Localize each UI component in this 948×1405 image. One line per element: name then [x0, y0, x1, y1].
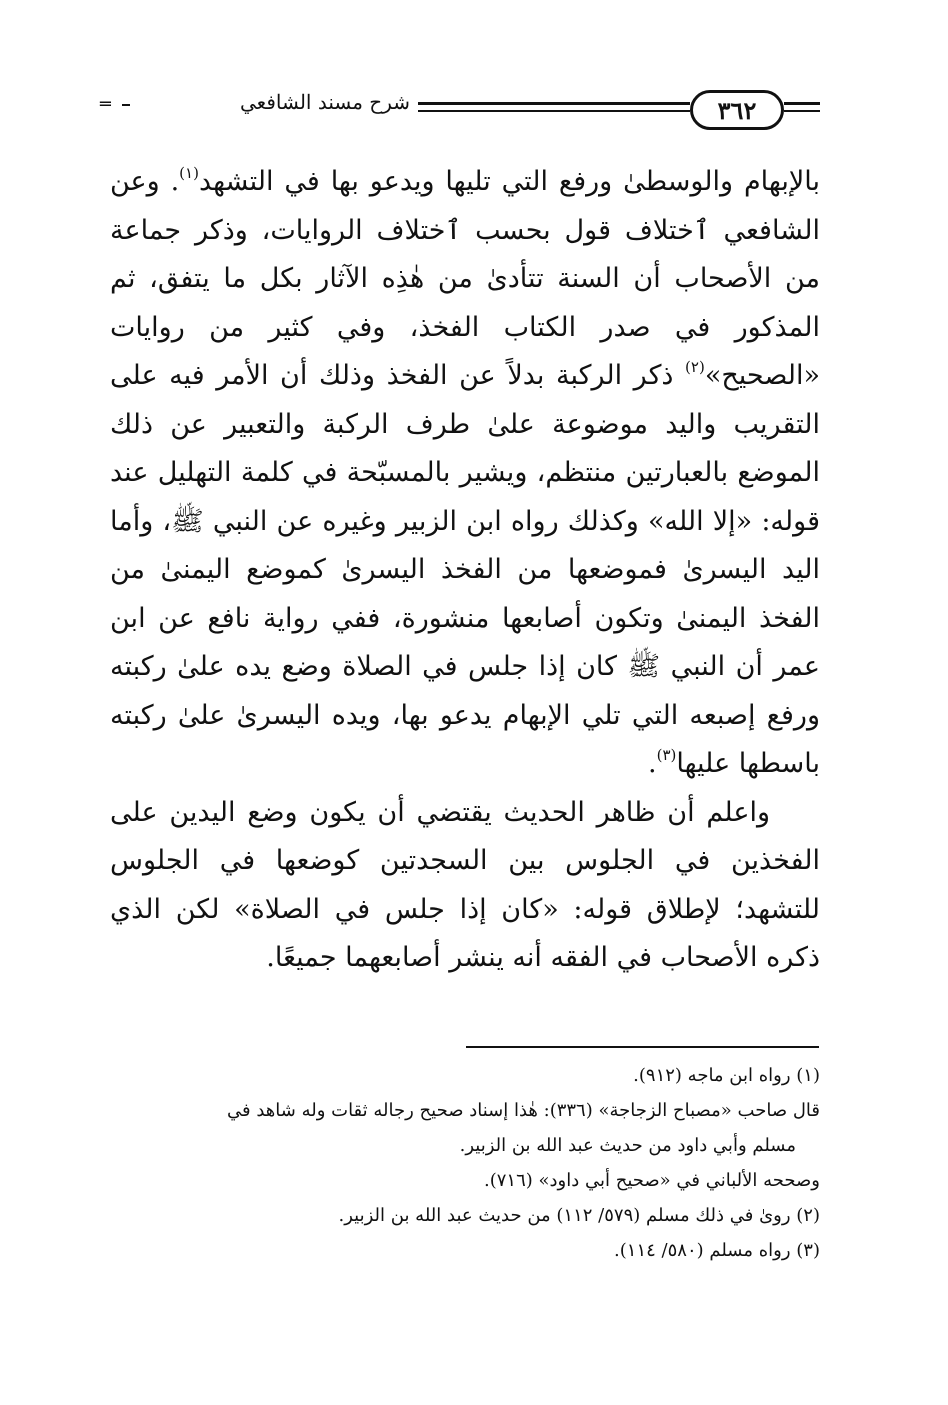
footnotes [110, 1058, 820, 1268]
footnote-1-cont: قال صاحب «مصباح الزجاجة» (٣٣٦): هٰذا إسناد صحيح رجاله ثقات وله شاهد في [227, 1100, 820, 1121]
paragraph-1 [110, 158, 820, 789]
header-rule-top [418, 102, 690, 105]
footnote-1-cont3: وصححه الألباني في «صحيح أبي داود» (٧١٦). [484, 1170, 820, 1191]
running-header [100, 84, 820, 132]
header-rule-right-top [784, 102, 820, 105]
paragraph-1-part-c: ذكر الركبة بدلاً عن الفخذ وذلك أن الأمر فيه على التقريب واليد موضوعة علىٰ طرف الركبة والتعبير عن ذلك الموضع بالعبارتين منتظم، ويشير بالمسبّحة في كلمة التهليل عند قوله: «إلا الله» وكذلك رواه ابن الزبير وغيره عن النبي ﷺ، وأما اليد اليسرىٰ فموضعها من الفخذ اليسرىٰ كموضع اليمنىٰ من الفخذ اليمنىٰ وتكون أصابعها منشورة، ففي رواية نافع عن ابن عمر أن النبي ﷺ كان إذا جلس في الصلاة وضع يده علىٰ ركبته ورفع إصبعه التي تلي الإبهام يدعو بها، ويده اليسرىٰ علىٰ ركبته باسطها عليها [110, 360, 820, 779]
footnote-1: (١) رواه ابن ماجه (٩١٢). [633, 1065, 820, 1086]
footnote-1-cont2: مسلم وأبي داود من حديث عبد الله بن الزبير. [459, 1135, 796, 1156]
footnote-ref-2: (٢) [685, 358, 705, 376]
paragraph-1-end: . [647, 748, 657, 779]
paragraph-1-part-b: . وعن الشافعي ٱختلاف قول بحسب ٱختلاف الروايات، وذكر جماعة من الأصحاب أن السنة تتأدىٰ من هٰذِه الآثار بكل ما يتفق، ثم المذكور في صدر الكتاب الفخذ، وفي كثير من روايات «الصحيح» [110, 166, 820, 391]
footnote-ref-3: (٣) [656, 746, 677, 764]
main-text [110, 158, 820, 983]
footnote-3: (٣) رواه مسلم (٥٨٠/ ١١٤). [614, 1240, 820, 1261]
footnote-2: (٢) روىٰ في ذلك مسلم (٥٧٩/ ١١٢) من حديث عبد الله بن الزبير. [338, 1205, 820, 1226]
header-rule-left [122, 104, 130, 106]
page-number: ٣٦٢ [717, 95, 757, 125]
page-number-badge [690, 90, 784, 130]
paragraph-2: واعلم أن ظاهر الحديث يقتضي أن يكون وضع اليدين على الفخذين في الجلوس بين السجدتين كوضعها في الجلوس للتشهد؛ لإطلاق قوله: «كان إذا جلس في الصلاة» لكن الذي ذكره الأصحاب في الفقه أنه ينشر أصابعهما جميعًا. [110, 796, 820, 973]
paragraph-1-part-a: بالإبهام والوسطىٰ ورفع التي تليها ويدعو بها في التشهد [198, 166, 820, 197]
header-ornament-left: ═ [100, 94, 111, 115]
footnote-separator [466, 1046, 819, 1048]
footnote-ref-1: (١) [179, 164, 199, 182]
header-rule-right-bottom [784, 110, 820, 112]
header-rule-bottom [418, 110, 690, 112]
header-book-title: شرح مسند الشافعي [240, 90, 410, 114]
